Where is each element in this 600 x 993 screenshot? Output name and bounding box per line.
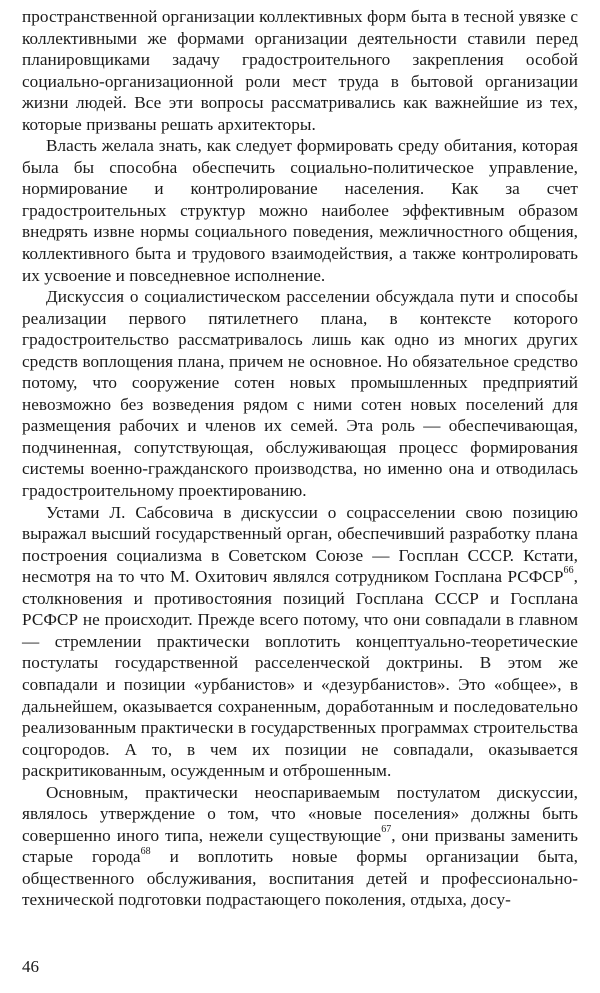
paragraph bbox=[22, 6, 578, 135]
page-number: 46 bbox=[22, 957, 39, 976]
footnote-marker: 68 bbox=[140, 845, 151, 857]
paragraph-text: , столкновения и противостояния позиций Госплана СССР и Госплана РСФСР не происходит. Прежде всего потому, что они совпадали в главном — стремлении практически воплотить концептуально-теоретические постулаты государственной расселенческой доктрины. В этом же совпадали и позиции «урбанистов» и «дезурбанистов». Это «общее», в дальнейшем, оказывается сохраненным, доработанным и последовательно реализованным практически в государственных программах строительства соцгородов. А то, в чем их позиции не совпадали, оказывается раскритикованным, осужденным и отброшенным. bbox=[22, 567, 578, 781]
footnote-marker: 67 bbox=[381, 824, 392, 836]
paragraph-text: , они призваны заменить старые города bbox=[22, 825, 578, 867]
footnote-marker: 66 bbox=[563, 565, 574, 577]
paragraph-text: Устами Л. Сабсовича в дискуссии о соцрасселении свою позицию выражал высший государственный орган, обеспечивший разработку плана построения социализма в Советском Союзе — Госплан СССР. Кстати, несмотря на то что М. Охитович являлся сотрудником Госплана РСФСР bbox=[22, 502, 578, 587]
paragraph-text: Власть желала знать, как следует формировать среду обитания, которая была бы способна обеспечить социально-политическое управление, нормирование и контролирование населения. Как за счет градостроительных структур можно наиболее эффективным образом внедрять извне нормы социального поведения, межличностного общения, коллективного быта и трудового взаимодействия, а также контролировать их усвоение и повседневное исполнение. bbox=[22, 136, 578, 285]
paragraph bbox=[22, 286, 578, 501]
paragraph-text: Дискуссия о социалистическом расселении обсуждала пути и способы реализации первого пятилетнего плана, в контексте которого градостроительство рассматривалось лишь как одно из многих других средств воплощения плана, причем не основное. Но обязательное средство потому, что сооружение сотен новых промышленных предприятий невозможно без возведения рядом с ними сотен новых поселений для размещения рабочих и членов их семей. Эта роль — обеспечивающая, подчиненная, сопутствующая, обслуживающая процесс формирования системы военно-гражданского производства, но именно она и отводилась градостроительному проектированию. bbox=[22, 287, 578, 501]
paragraph bbox=[22, 135, 578, 286]
paragraph-text: пространственной организации коллективных форм быта в тесной увязке с коллективными же формами организации деятельности ставили перед планировщиками задачу градостроительного закрепления особой социально-организационной роли мест труда в бытовой организации жизни людей. Все эти вопросы рассматривались как важнейшие из тех, которые призваны решать архитекторы. bbox=[22, 7, 578, 134]
paragraph-text: Основным, практически неоспариваемым постулатом дискуссии, являлось утверждение о том, что «новые поселения» должны быть совершенно иного типа, нежели существующие bbox=[22, 782, 578, 845]
paragraph-text: и воплотить новые формы организации быта, общественного обслуживания, воспитания детей и профессионально-технической подготовки подрастающего поколения, отдыха, досу- bbox=[22, 847, 579, 910]
paragraph bbox=[22, 782, 578, 911]
paragraph bbox=[22, 502, 578, 782]
